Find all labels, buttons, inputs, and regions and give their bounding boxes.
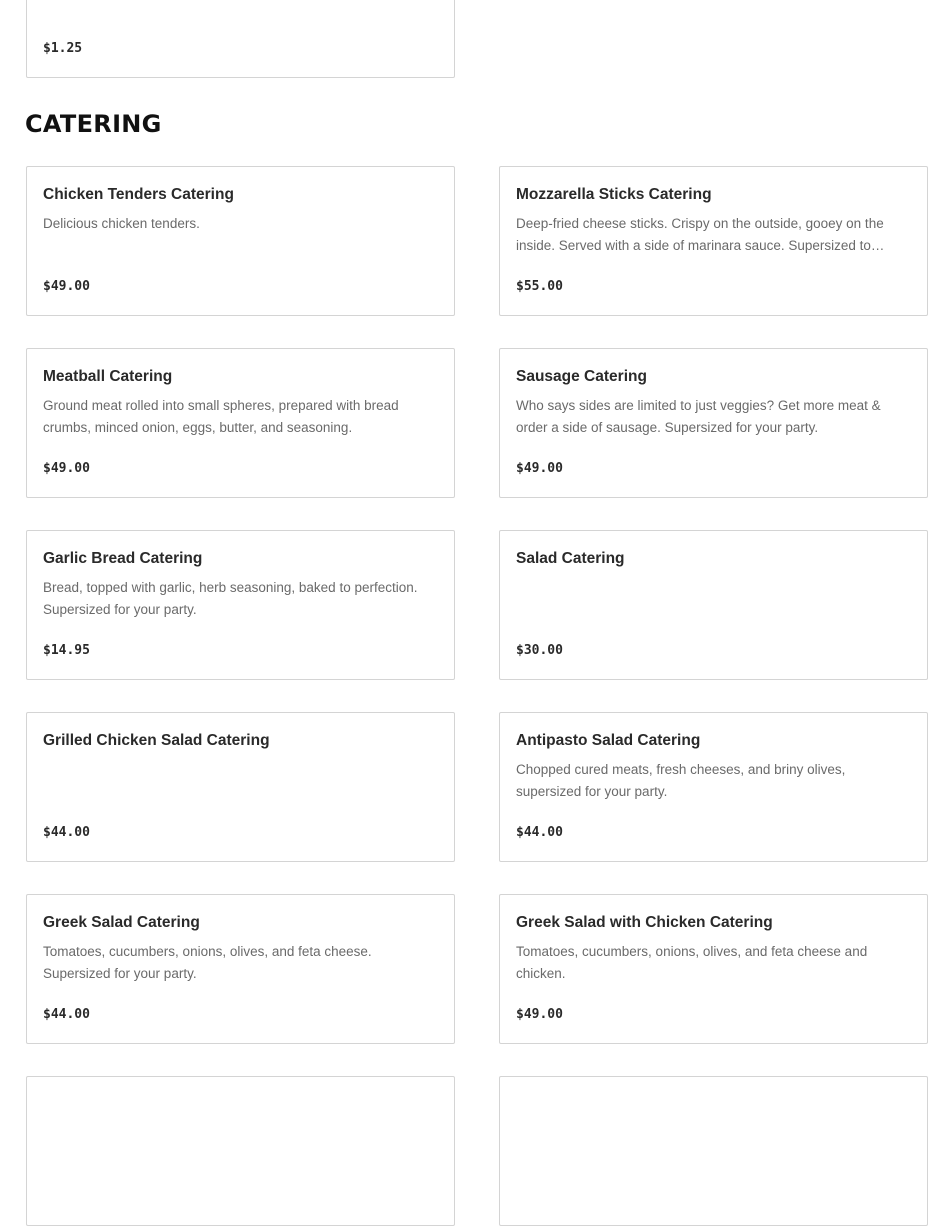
- item-price: $44.00: [43, 825, 90, 840]
- item-price: $49.00: [43, 279, 90, 294]
- item-price: $14.95: [43, 643, 90, 658]
- item-name: Sausage Catering: [516, 368, 647, 385]
- item-name: Greek Salad with Chicken Catering: [516, 914, 773, 931]
- item-name: Garlic Bread Catering: [43, 550, 203, 567]
- item-description: Ground meat rolled into small spheres, prepared with bread crumbs, minced onion, eggs, butter, and seasoning.: [43, 398, 399, 435]
- item-price: $44.00: [516, 825, 563, 840]
- item-price: $55.00: [516, 279, 563, 294]
- item-description: Who says sides are limited to just veggies? Get more meat & order a side of sausage. Supersized for your party.: [516, 398, 881, 435]
- menu-item-card[interactable]: [26, 348, 455, 498]
- item-price: $49.00: [43, 461, 90, 476]
- item-name: Greek Salad Catering: [43, 914, 200, 931]
- item-description: Tomatoes, cucumbers, onions, olives, and feta cheese and chicken.: [516, 944, 868, 981]
- menu-item-card[interactable]: [499, 1076, 928, 1226]
- menu-item-card[interactable]: [26, 166, 455, 316]
- item-price: $1.25: [43, 41, 83, 56]
- item-name: Chicken Tenders Catering: [43, 186, 234, 203]
- item-price: $49.00: [516, 461, 563, 476]
- item-description: Delicious chicken tenders.: [43, 216, 200, 231]
- item-name: Grilled Chicken Salad Catering: [43, 732, 270, 749]
- menu-item-card[interactable]: [499, 894, 928, 1044]
- item-description: Deep-fried cheese sticks. Crispy on the outside, gooey on the inside. Served with a side of marinara sauce. Supersized to…: [516, 216, 885, 253]
- menu-item-card[interactable]: [499, 166, 928, 316]
- item-name: Meatball Catering: [43, 368, 173, 385]
- item-description: Bread, topped with garlic, herb seasoning, baked to perfection. Supersized for your party.: [43, 580, 418, 617]
- menu-item-card[interactable]: [26, 712, 455, 862]
- menu-item-card[interactable]: [499, 530, 928, 680]
- item-price: $30.00: [516, 643, 563, 658]
- menu-item-card[interactable]: [26, 530, 455, 680]
- item-name: Antipasto Salad Catering: [516, 732, 701, 749]
- section-title: CATERING: [25, 110, 162, 138]
- menu-item-card[interactable]: [26, 0, 455, 78]
- menu-item-card[interactable]: [26, 1076, 455, 1226]
- item-price: $44.00: [43, 1007, 90, 1022]
- item-price: $49.00: [516, 1007, 563, 1022]
- item-description: Tomatoes, cucumbers, onions, olives, and feta cheese. Supersized for your party.: [43, 944, 372, 981]
- menu-item-card[interactable]: [499, 348, 928, 498]
- item-name: Salad Catering: [516, 550, 625, 567]
- menu-item-card[interactable]: [26, 894, 455, 1044]
- item-description: Chopped cured meats, fresh cheeses, and briny olives, supersized for your party.: [516, 762, 846, 799]
- item-name: Mozzarella Sticks Catering: [516, 186, 712, 203]
- menu-item-card[interactable]: [499, 712, 928, 862]
